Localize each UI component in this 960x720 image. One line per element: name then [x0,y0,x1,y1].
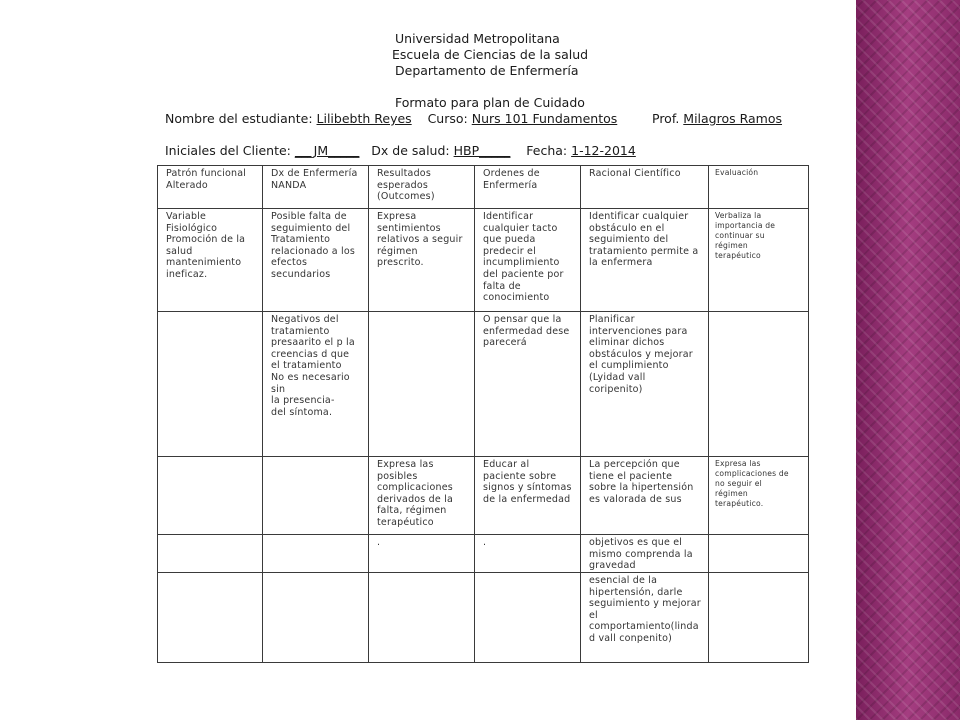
table-cell: Negativos del tratamiento presaarito el p la creencias d que el tratamiento No es necesario sin la presencia- del síntoma. [263,312,369,457]
table-cell: Planificar intervenciones para eliminar dichos obstáculos y mejorar el cumplimiento (Lyidad vall coripenito) [581,312,709,457]
header-cell: Resultados esperados (Outcomes) [369,166,475,209]
table-cell [709,312,809,457]
table-cell [263,457,369,535]
table-cell: Expresa las complicaciones de no seguir el régimen terapéutico. [709,457,809,535]
header-cell: Racional Científico [581,166,709,209]
table-cell [263,573,369,663]
table-cell: . [475,535,581,573]
header-cell: Dx de Enfermería NANDA [263,166,369,209]
course-value: Nurs 101 Fundamentos [471,111,618,126]
table-cell [709,573,809,663]
table-cell: Verbaliza la importancia de continuar su régimen terapéutico [709,209,809,312]
table-cell [158,457,263,535]
table-cell: Identificar cualquier obstáculo en el seguimiento del tratamiento permite a la enfermera [581,209,709,312]
table-cell [475,573,581,663]
table-cell [369,312,475,457]
student-line [165,111,617,126]
care-plan-table [157,165,809,663]
date-value: 1-12-2014 [571,143,636,158]
university-name: Universidad Metropolitana [395,31,560,46]
table-cell: Expresa las posibles complicaciones derivados de la falta, régimen terapéutico [369,457,475,535]
school-name: Escuela de Ciencias de la salud [392,47,589,62]
table-cell: O pensar que la enfermedad dese parecerá [475,312,581,457]
header-cell: Patrón funcional Alterado [158,166,263,209]
table-header-row [158,166,809,209]
table-cell: Identificar cualquier tacto que pueda predecir el incumplimiento del paciente por falta de conocimiento [475,209,581,312]
table-row [158,573,809,663]
student-name: Lilibebth Reyes [316,111,412,126]
dx-value: HBP_____ [453,143,511,158]
client-value: ___JM_____ [294,143,360,158]
table-row [158,457,809,535]
form-title: Formato para plan de Cuidado [395,95,585,110]
decorative-side-panel [856,0,960,720]
table-cell [263,535,369,573]
table-cell: Educar al paciente sobre signos y síntomas de la enfermedad [475,457,581,535]
table-cell: esencial de la hipertensión, darle seguimiento y mejorar el comportamiento(linda d vall conpenito) [581,573,709,663]
date-label: Fecha: [526,143,568,158]
dx-label: Dx de salud: [371,143,450,158]
table-cell [709,535,809,573]
table-cell: Expresa sentimientos relativos a seguir régimen prescrito. [369,209,475,312]
table-cell: . [369,535,475,573]
prof-value: Milagros Ramos [683,111,783,126]
table-cell [158,573,263,663]
table-row [158,209,809,312]
professor-line [652,111,782,126]
table-cell [369,573,475,663]
prof-label: Prof. [652,111,680,126]
header-cell: Ordenes de Enfermería [475,166,581,209]
table-cell: objetivos es que el mismo comprenda la gravedad [581,535,709,573]
table-cell: Posible falta de seguimiento del Tratamiento relacionado a los efectos secundarios [263,209,369,312]
department-name: Departamento de Enfermería [395,63,579,78]
table-row [158,312,809,457]
table-row [158,535,809,573]
table-cell: Variable Fisiológico Promoción de la salud mantenimiento ineficaz. [158,209,263,312]
student-label: Nombre del estudiante: [165,111,313,126]
table-cell [158,535,263,573]
client-line [165,143,636,158]
client-label: Iniciales del Cliente: [165,143,291,158]
table-cell: La percepción que tiene el paciente sobre la hipertensión es valorada de sus [581,457,709,535]
table-cell [158,312,263,457]
course-label: Curso: [427,111,468,126]
header-cell: Evaluación [709,166,809,209]
